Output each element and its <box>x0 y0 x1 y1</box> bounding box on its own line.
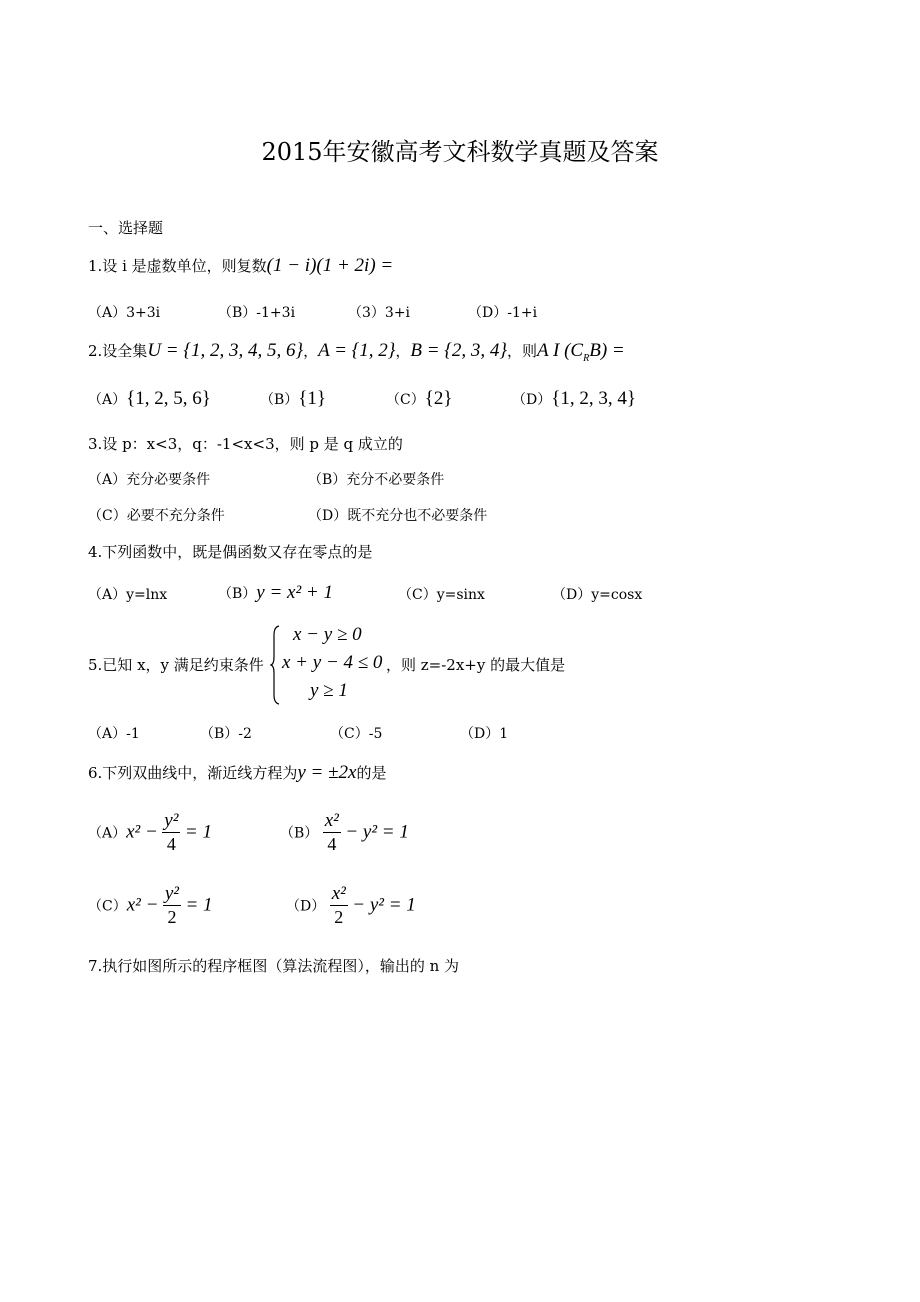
question-1-stem: 1.设 i 是虚数单位，则复数 <box>88 257 267 275</box>
question-6-option-d: （D） $\frac{\text{x²}}{2}$ − y² = 1 <box>286 883 416 927</box>
question-5-constraint-3: y ≥ 1 <box>310 680 348 701</box>
question-5-constraint-1: x − y ≥ 0 <box>293 624 362 645</box>
question-1 <box>88 255 393 277</box>
question-6-stem: 6.下列双曲线中，渐近线方程为 <box>88 764 298 782</box>
question-1-expression: (1 − i)(1 + 2i) = <box>266 255 394 276</box>
question-3-option-c: （C）必要不充分条件 <box>88 508 225 524</box>
brace-icon <box>270 625 280 705</box>
question-4-option-a: （A）y=lnx <box>88 587 168 603</box>
question-2-option-c: （C）{2} <box>386 388 453 409</box>
question-6-option-a: （A）x² − $\frac{\text{y²}}{4}$ = 1 <box>88 810 212 854</box>
question-5-option-a: （A）-1 <box>88 726 140 742</box>
question-3-option-d: （D）既不充分也不必要条件 <box>308 508 488 524</box>
question-4-option-c: （C）y=sinx <box>398 587 485 603</box>
question-5-tail: ，则 z=-2x+y 的最大值是 <box>386 656 566 674</box>
question-6-expression: y = ±2x <box>297 762 357 783</box>
question-2-expression: A I $(C_RB)$ = <box>537 340 625 364</box>
question-3-option-a: （A）充分必要条件 <box>88 472 211 488</box>
question-7-stem: 7.执行如图所示的程序框图（算法流程图），输出的 n 为 <box>88 957 460 975</box>
question-2-stem: 2.设全集 <box>88 342 148 360</box>
question-5-constraint-2: x + y − 4 ≤ 0 <box>282 652 383 673</box>
question-1-option-b: （B）-1+3i <box>218 305 296 321</box>
question-2-set-b: B = {2, 3, 4} <box>410 340 507 361</box>
question-1-option-a: （A）3+3i <box>88 305 161 321</box>
question-2-option-d: （D）{1, 2, 3, 4} <box>512 388 636 409</box>
question-5-option-b: （B）-2 <box>200 726 252 742</box>
question-2-option-a: （A）{1, 2, 5, 6} <box>88 388 211 409</box>
question-1-option-d: （D）-1+i <box>468 305 538 321</box>
question-6 <box>88 762 386 784</box>
question-4-stem: 4.下列函数中，既是偶函数又存在零点的是 <box>88 543 373 561</box>
question-2-option-b: （B）{1} <box>260 388 327 409</box>
question-5-option-c: （C）-5 <box>330 726 383 742</box>
question-2: 2.设全集U = {1, 2, 3, 4, 5, 6}，A = {1, 2}，B = {2, 3, 4}，则A I $(C_RB)$ = <box>88 340 625 364</box>
question-2-then: ，则 <box>507 342 538 360</box>
question-5-stem: 5.已知 x，y 满足约束条件 <box>88 656 264 674</box>
question-3-stem: 3.设 p：x<3，q：-1<x<3，则 p 是 q 成立的 <box>88 435 403 453</box>
question-6-option-b: （B） $\frac{\text{x²}}{4}$ − y² = 1 <box>280 810 409 854</box>
question-3-option-b: （B）充分不必要条件 <box>308 472 445 488</box>
question-1-option-c: （3）3+i <box>348 305 411 321</box>
page-title: 2015年安徽高考文科数学真题及答案 <box>261 138 659 166</box>
question-4-option-d: （D）y=cosx <box>552 587 643 603</box>
question-6-option-c: （C）x² − $\frac{\text{y²}}{2}$ = 1 <box>88 883 213 927</box>
question-5-option-d: （D）1 <box>460 726 509 742</box>
question-6-stem-end: 的是 <box>356 764 387 782</box>
section-heading: 一、选择题 <box>88 219 164 237</box>
question-4-option-b: （B）y = x² + 1 <box>218 582 334 603</box>
question-2-set-u: U = {1, 2, 3, 4, 5, 6} <box>147 340 304 361</box>
question-2-set-a: A = {1, 2} <box>318 340 396 361</box>
